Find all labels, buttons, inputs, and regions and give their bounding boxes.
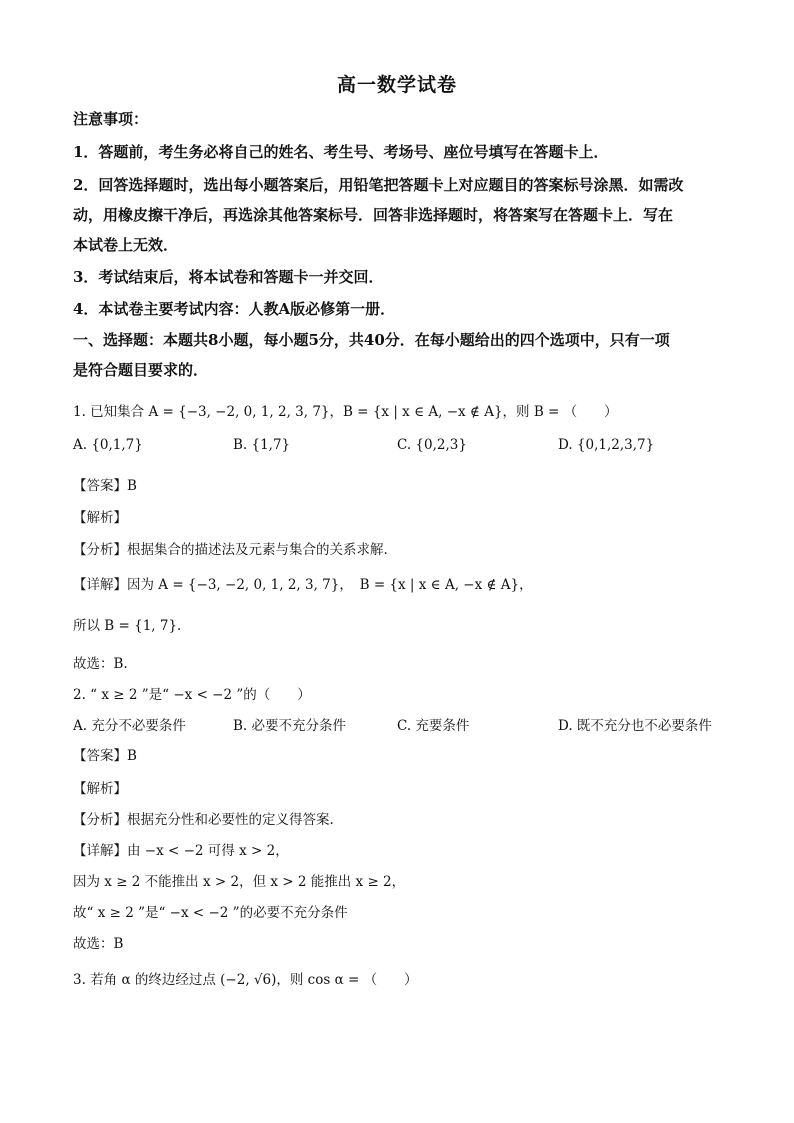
question-2-stem: 2. “ x ≥ 2 ”是“ −x < −2 ”的（ ） [73,687,311,703]
q1-option-c: C. {0,2,3} [397,437,467,453]
notice-item-1: 1．答题前，考生务必将自己的姓名、考生号、考场号、座位号填写在答题卡上． [73,143,609,161]
notice-item-2-end: 本试卷上无效． [73,236,179,254]
q2-choose: 故选：B [73,936,124,952]
section-heading-cont: 是符合题目要求的． [73,361,209,379]
q2-analysis: 【分析】根据充分性和必要性的定义得答案. [73,812,334,828]
q1-option-a: A. {0,1,7} [73,437,143,453]
q2-option-b: B. 必要不充分条件 [233,718,347,734]
q2-option-d: D. 既不充分也不必要条件 [558,718,712,734]
q2-option-c: C. 充要条件 [397,718,470,734]
notice-item-3: 3．考试结束后，将本试卷和答题卡一并交回． [73,268,384,286]
q1-analysis-heading: 【解析】 [73,510,127,526]
q1-detail-2: 所以 B = {1, 7}． [73,618,191,634]
q2-answer: 【答案】B [73,748,137,764]
notice-heading: 注意事项： [73,110,149,128]
question-3-stem: 3. 若角 α 的终边经过点 (−2, √6)，则 cos α = （ ） [73,972,418,988]
q1-answer: 【答案】B [73,478,137,494]
notice-item-2-cont: 动，用橡皮擦干净后，再选涂其他答案标号．回答非选择题时，将答案写在答题卡上．写在 [73,206,674,224]
q2-detail-3: 故“ x ≥ 2 ”是“ −x < −2 ”的必要不充分条件 [73,905,348,921]
q2-option-a: A. 充分不必要条件 [73,718,186,734]
q1-detail: 【详解】因为 A = {−3, −2, 0, 1, 2, 3, 7}， B = {x | x ∈ A, −x ∉ A}， [73,577,533,593]
page-title: 高一数学试卷 [336,74,457,96]
notice-item-2: 2．回答选择题时，选出每小题答案后，用铅笔把答题卡上对应题目的答案标号涂黑．如需改 [73,176,684,194]
section-heading: 一、选择题：本题共8小题，每小题5分，共40分．在每小题给出的四个选项中，只有一项 [73,331,670,349]
question-1-stem: 1. 已知集合 A = {−3, −2, 0, 1, 2, 3, 7}，B = {x | x ∈ A, −x ∉ A}，则 B = （ ） [73,404,618,420]
q2-detail: 【详解】由 −x < −2 可得 x > 2， [73,843,289,859]
q1-analysis: 【分析】根据集合的描述法及元素与集合的关系求解. [73,542,388,558]
q1-choose: 故选：B. [73,656,128,672]
notice-item-4: 4．本试卷主要考试内容：人教A版必修第一册． [73,300,396,318]
q1-option-b: B. {1,7} [233,437,291,453]
q1-option-d: D. {0,1,2,3,7} [558,437,655,453]
q2-analysis-heading: 【解析】 [73,781,127,797]
q2-detail-2: 因为 x ≥ 2 不能推出 x > 2，但 x > 2 能推出 x ≥ 2， [73,874,406,890]
